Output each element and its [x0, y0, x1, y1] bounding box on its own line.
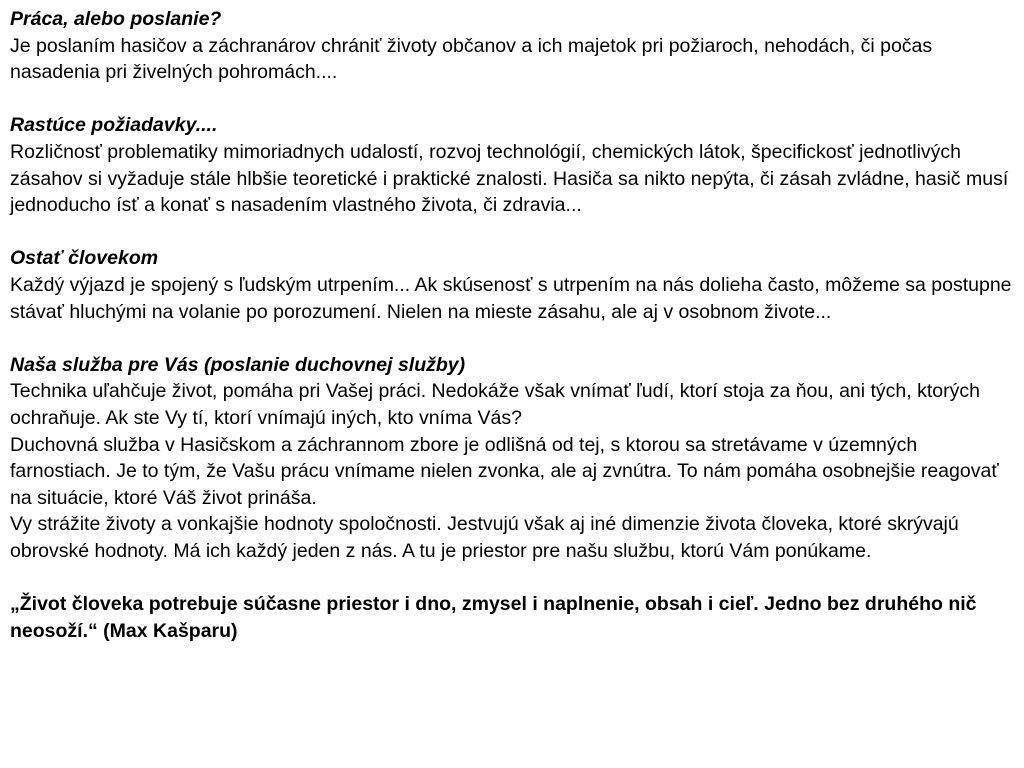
section-paragraph: Technika uľahčuje život, pomáha pri Vašej práci. Nedokáže však vnímať ľudí, ktorí stoja za ňou, ani tých, ktorých ochraňuje. Ak ste Vy tí, ktorí vnímajú iných, kto vníma Vás? — [10, 380, 980, 429]
section-paragraph: Je poslaním hasičov a záchranárov chrániť životy občanov a ich majetok pri požiaroch, nehodách, či počas nasadenia pri živelných pohromách.... — [10, 34, 933, 84]
section-heading: Rastúce požiadavky.... — [10, 114, 218, 137]
document-page — [10, 6, 1014, 671]
section-growing-demands — [10, 112, 1014, 218]
section-paragraph: Každý výjazd je spojený s ľudským utrpením... Ak skúsenosť s utrpením na nás dolieha často, môžeme sa postupne stávať hluchými na volanie po porozumení. Nielen na mieste zásahu, ale aj v osobnom živote... — [10, 273, 1012, 323]
section-our-service — [10, 352, 1014, 565]
closing-quote: „Život človeka potrebuje súčasne priestor i dno, zmysel i naplnenie, obsah i cieľ. Jedno bez druhého nič neosoží.“ (Max Kašparu) — [10, 593, 977, 642]
section-stay-human — [10, 245, 1014, 325]
section-heading: Ostať človekom — [10, 247, 159, 270]
section-heading: Naša služba pre Vás (poslanie duchovnej služby) — [10, 353, 466, 376]
section-work-or-mission — [10, 6, 1014, 86]
section-paragraph: Duchovná služba v Hasičskom a záchrannom zbore je odlišná od tej, s ktorou sa stretávame v územných farnostiach. Je to tým, že Vašu prácu vnímame nielen zvonka, ale aj zvnútra. To nám pomáha osobnejšie reagovať na situácie, ktoré Váš život prináša. — [10, 433, 999, 509]
section-heading: Práca, alebo poslanie? — [10, 8, 222, 30]
section-paragraph: Vy strážite životy a vonkajšie hodnoty spoločnosti. Jestvujú však aj iné dimenzie života človeka, ktoré skrývajú obrovské hodnoty. Má ich každý jeden z nás. A tu je priestor pre našu službu, ktorú Vám ponúkame. — [10, 513, 959, 562]
quote-block — [10, 591, 1014, 644]
section-paragraph: Rozličnosť problematiky mimoriadnych udalostí, rozvoj technológií, chemických látok, špecifickosť jednotlivých zásahov si vyžaduje stále hlbšie teoretické i praktické znalosti. Hasiča sa nikto nepýta, či zásah zvládne, hasič musí jednoducho ísť a konať s nasadením vlastného života, či zdravia... — [10, 140, 1009, 217]
